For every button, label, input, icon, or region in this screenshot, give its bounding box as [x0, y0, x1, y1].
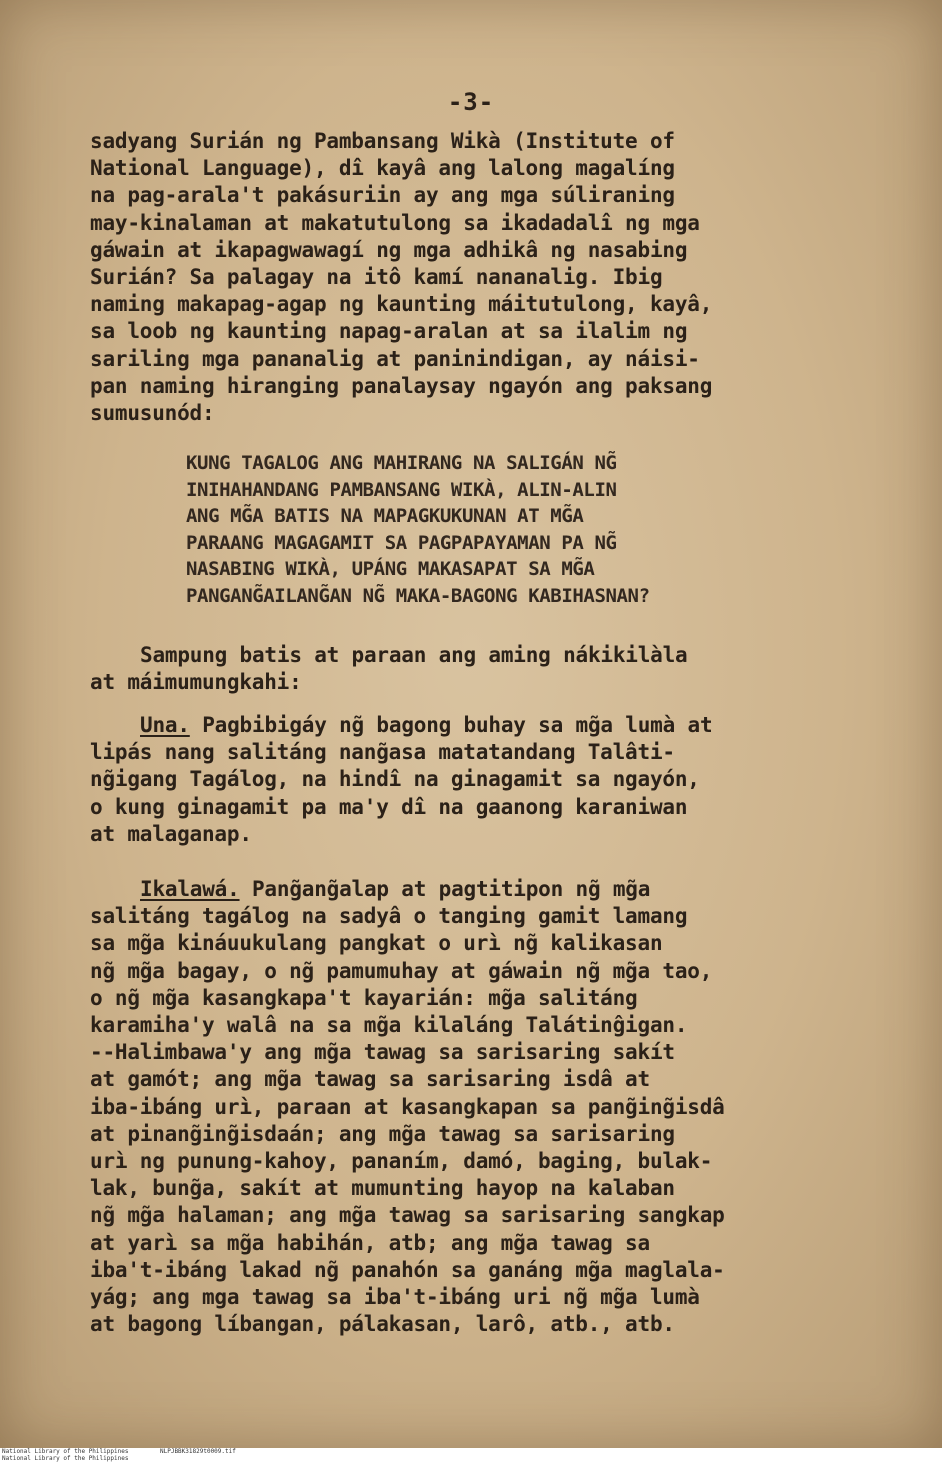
paragraph-1-line: na pag-arala't pakásuriin ay ang mga súliraning	[90, 183, 675, 208]
topic-line: PARAANG MAGAGAMIT SA PAGPAPAYAMAN PA NG̃	[186, 531, 617, 554]
topic-line: ANG MG̃A BATIS NA MAPAGKUKUNAN AT MG̃A	[186, 505, 584, 528]
section-ikalawa-line: --Halimbawa'y ang mg̃a tawag sa sarisaring sakít	[90, 1040, 675, 1065]
topic-line: INIHAHANDANG PAMBANSANG WIKÀ, ALIN-ALIN	[186, 478, 617, 501]
paragraph-1-line: may-kinalaman at makatutulong sa ikadadalî ng mga	[90, 210, 700, 235]
scan-footer	[0, 1448, 942, 1463]
section-ikalawa-line: at pinang̃ing̃isdaán; ang mg̃a tawag sa sarisaring	[90, 1121, 675, 1146]
footer-file-id: NLPJBBK31829t0009.tif	[160, 1448, 236, 1455]
section-ikalawa-line: iba-ibáng urì, paraan at kasangkapan sa pang̃ing̃isdâ	[90, 1094, 725, 1119]
section-ikalawa-line: sa mg̃a kináuukulang pangkat o urì ng̃ kalikasan	[90, 931, 663, 956]
section-ikalawa-line: iba't-ibáng lakad ng̃ panahón sa ganáng mg̃a maglala-	[90, 1257, 725, 1282]
paragraph-1-line: sa loob ng kaunting napag-aralan at sa ilalim ng	[90, 319, 688, 344]
section-una-line: ng̃igang Tagálog, na hindî na ginagamit sa ngayón,	[90, 767, 700, 792]
section-ikalawa-line: yág; ang mga tawag sa iba't-ibáng uri ng̃ mg̃a lumà	[90, 1285, 700, 1310]
topic-line: NASABING WIKÀ, UPÁNG MAKASAPAT SA MG̃A	[186, 558, 595, 581]
topic-line: KUNG TAGALOG ANG MAHIRANG NA SALIGÁN NG̃	[186, 452, 617, 474]
section-ikalawa	[90, 876, 725, 1338]
section-una-label: Una.	[140, 713, 190, 737]
section-ikalawa-line: ng̃ mg̃a halaman; ang mg̃a tawag sa sarisaring sangkap	[90, 1203, 725, 1228]
section-una	[90, 712, 712, 848]
section-ikalawa-line: Pang̃ang̃alap at pagtitipon ng̃ mg̃a	[239, 877, 651, 901]
section-ikalawa-line: salitáng tagálog na sadyâ o tanging gamit lamang	[90, 904, 688, 929]
footer-library-name: National Library of the Philippines	[2, 1448, 129, 1455]
paragraph-1-line: sariling mga pananalig at paninindigan, ay náisi-	[90, 346, 700, 371]
section-una-line: lipás nang salitáng nang̃asa matatandang Talâti-	[90, 740, 675, 765]
intro-line: at máimumungkahi:	[90, 670, 302, 695]
section-una-line: o kung ginagamit pa ma'y dî na gaanong karaniwan	[90, 794, 688, 819]
topic-block	[186, 450, 650, 610]
section-una-line: Pagbibigáy ng̃ bagong buhay sa mg̃a lumà at	[189, 713, 713, 737]
section-una-line: at malaganap.	[90, 821, 252, 846]
paragraph-1-line: sumusunód:	[90, 401, 215, 426]
paragraph-1-line: National Language), dî kayâ ang lalong magalíng	[90, 156, 675, 181]
intro-paragraph	[90, 642, 688, 696]
section-ikalawa-line: o ng̃ mg̃a kasangkapa't kayarián: mg̃a salitáng	[90, 985, 638, 1010]
section-ikalawa-line: karamiha'y walâ na sa mg̃a kilaláng Talátinĝigan.	[90, 1013, 688, 1038]
paragraph-1-line: gáwain at ikapagwawagí ng mga adhikâ ng nasabing	[90, 237, 688, 262]
paragraph-1-line: naming makapag-agap ng kaunting máitutulong, kayâ,	[90, 292, 713, 317]
section-ikalawa-line: urì ng punung-kahoy, pananím, damó, baging, bulak-	[90, 1149, 713, 1174]
paragraph-1-line: Surián? Sa palagay na itô kamí nananalig. Ibig	[90, 265, 663, 290]
page-number: -3-	[447, 88, 495, 116]
section-ikalawa-line: at gamót; ang mg̃a tawag sa sarisaring isdâ at	[90, 1067, 650, 1092]
section-ikalawa-line: lak, bung̃a, sakít at mumunting hayop na kalaban	[90, 1176, 675, 1201]
section-ikalawa-line: at bagong líbangan, pálakasan, larô, atb., atb.	[90, 1312, 675, 1337]
topic-line: PANGANG̃AILANG̃AN NG̃ MAKA-BAGONG KABIHASNAN?	[186, 584, 650, 607]
section-ikalawa-line: ng̃ mg̃a bagay, o ng̃ pamumuhay at gáwain ng̃ mg̃a tao,	[90, 958, 713, 983]
paragraph-1	[90, 128, 712, 427]
paragraph-1-line: sadyang Surián ng Pambansang Wikà (Institute of	[90, 129, 675, 153]
footer-library-name-2: National Library of the Philippines	[2, 1455, 129, 1462]
section-ikalawa-label: Ikalawá.	[140, 877, 240, 901]
intro-line: Sampung batis at paraan ang aming nákikilàla	[140, 643, 688, 667]
section-ikalawa-line: at yarì sa mg̃a habihán, atb; ang mg̃a tawag sa	[90, 1230, 650, 1255]
paragraph-1-line: pan naming hiranging panalaysay ngayón ang paksang	[90, 373, 713, 398]
